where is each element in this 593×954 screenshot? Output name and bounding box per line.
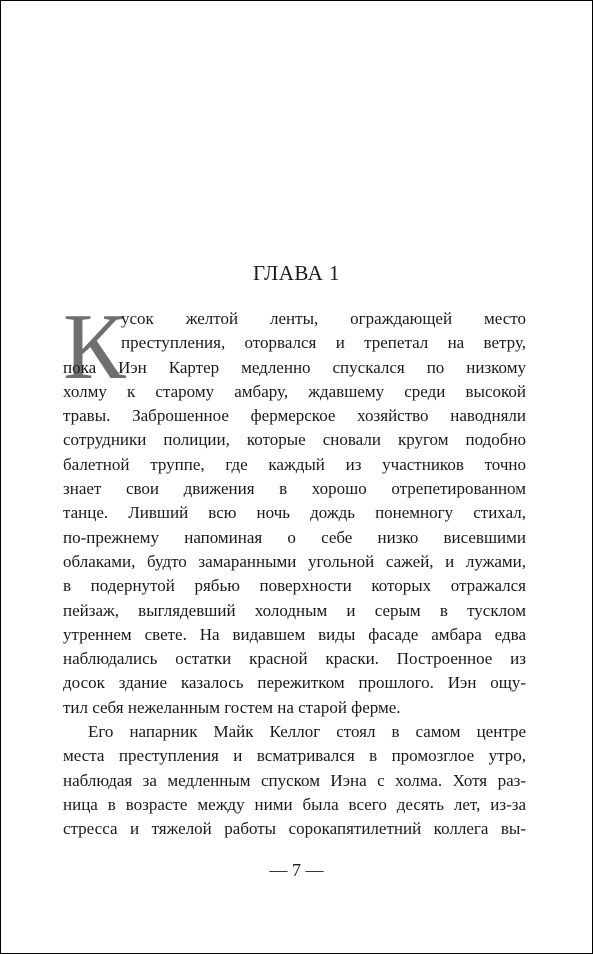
text-line: ница в возрасте между ними была всего десять лет, из-за [63, 794, 526, 814]
text-line: по-прежнему напоминая о себе низко висевшими [63, 527, 526, 547]
text-line: утреннем свете. На видавшем виды фасаде амбара едва [63, 624, 526, 644]
text-line: холму к старому амбару, ждавшему среди высокой [63, 381, 526, 401]
text-line: места преступления и всматривался в промозглое утро, [63, 746, 526, 766]
text-line: балетной труппе, где каждый из участников точно [63, 454, 526, 474]
body-text [63, 307, 526, 842]
text-line: преступления, оторвался и трепетал на ветру, [121, 333, 526, 353]
text-line: танце. Ливший всю ночь дождь понемногу стихал, [63, 503, 526, 523]
text-line: пейзаж, выглядевший холодным и серым в тусклом [63, 600, 526, 620]
text-line: пока Иэн Картер медленно спускался по низкому [63, 357, 526, 377]
text-line: облаками, будто замаранными угольной сажей, и лужами, [63, 551, 526, 571]
text-line: травы. Заброшенное фермерское хозяйство наводняли [63, 406, 526, 426]
text-line: в подернутой рябью поверхности которых отражался [63, 576, 526, 596]
text-line: наблюдая за медленным спуском Иэна с холма. Хотя раз- [63, 770, 526, 790]
text-line: тил себя нежеланным гостем на старой ферме. [63, 697, 401, 717]
text-line: Его напарник Майк Келлог стоял в самом центре [88, 722, 526, 742]
chapter-title: ГЛАВА 1 [252, 261, 341, 285]
text-line: досок здание казалось пережитком прошлого. Иэн ощу- [63, 673, 526, 693]
text-line: наблюдались остатки красной краски. Построенное из [63, 649, 526, 669]
text-line: сотрудники полиции, которые сновали кругом подобно [63, 430, 526, 450]
drop-cap: К [63, 295, 126, 399]
text-line: знает свои движения в хорошо отрепетированном [63, 479, 526, 499]
text-line: стресса и тяжелой работы сорокапятилетний коллега вы- [63, 819, 526, 839]
page-number: — 7 — [269, 860, 324, 880]
text-line: усок желтой ленты, ограждающей место [121, 309, 526, 328]
